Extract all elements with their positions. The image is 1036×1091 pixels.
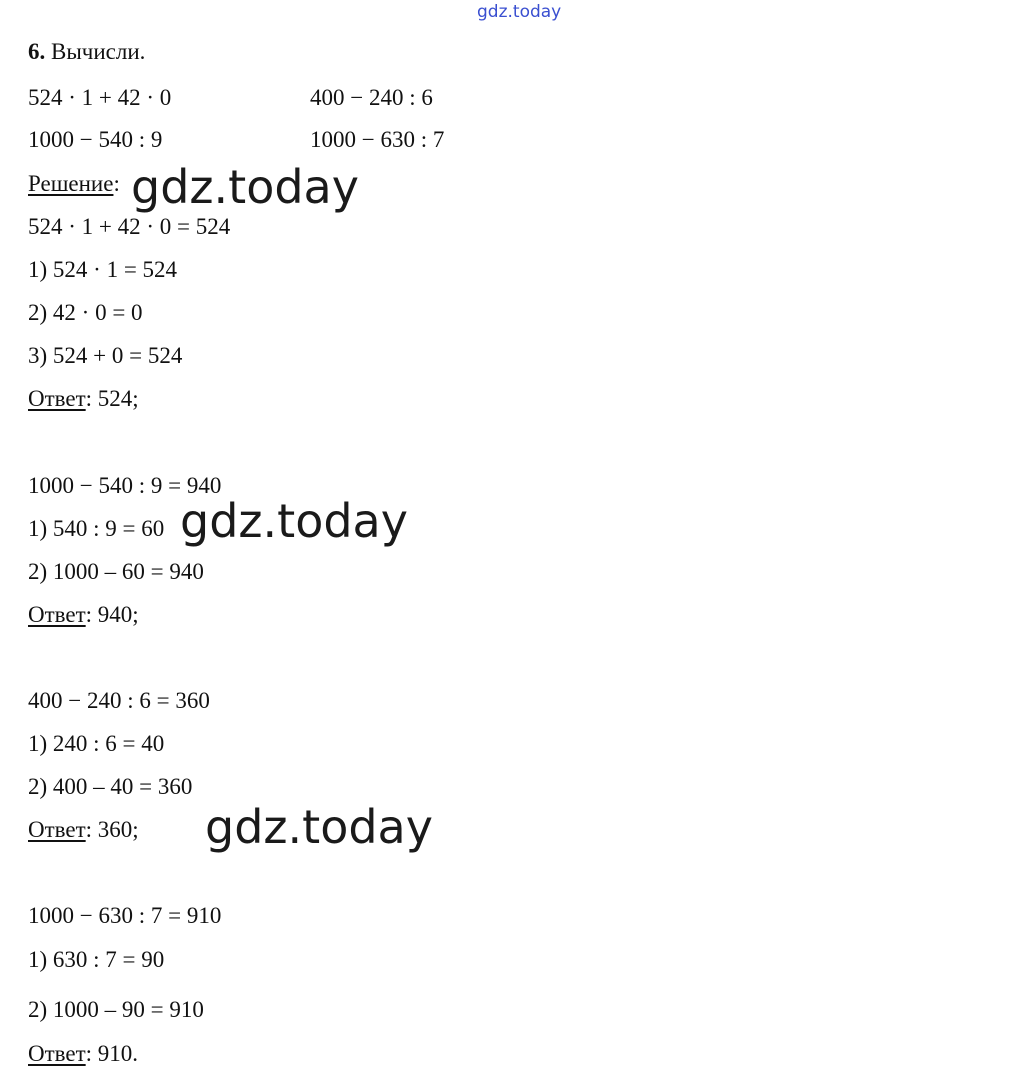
block-4-expression: 1000 − 630 : 7 = 910 xyxy=(28,903,222,928)
block-2-step-2: 2) 1000 – 60 = 940 xyxy=(28,559,204,584)
answer-value: : 910. xyxy=(85,1041,139,1066)
task-expression-1: 524 · 1 + 42 · 0 xyxy=(28,85,172,110)
answer-value: : 360; xyxy=(85,817,139,842)
block-4-step-2: 2) 1000 – 90 = 910 xyxy=(28,997,204,1022)
answer-label: Ответ xyxy=(28,386,86,411)
answer-value: : 940; xyxy=(85,602,139,627)
block-3-answer xyxy=(28,818,139,841)
answer-value: : 524; xyxy=(85,386,139,411)
block-3-step-2: 2) 400 – 40 = 360 xyxy=(28,774,193,799)
block-1-expression: 524 · 1 + 42 · 0 = 524 xyxy=(28,214,231,239)
task-expression-4: 1000 − 630 : 7 xyxy=(310,127,445,152)
block-2-expression: 1000 − 540 : 9 = 940 xyxy=(28,473,222,498)
solution-heading: Решение: xyxy=(28,171,120,196)
answer-label: Ответ xyxy=(28,817,86,842)
watermark-top: gdz.today xyxy=(477,2,562,22)
solution-label: Решение xyxy=(28,171,114,196)
task-header xyxy=(28,40,145,63)
block-1-step-2: 2) 42 · 0 = 0 xyxy=(28,300,143,325)
task-expression-2: 400 − 240 : 6 xyxy=(310,85,433,110)
block-2-step-1: 1) 540 : 9 = 60 xyxy=(28,516,165,541)
block-1-answer xyxy=(28,387,139,410)
block-3-step-1: 1) 240 : 6 = 40 xyxy=(28,731,165,756)
answer-label: Ответ xyxy=(28,1041,86,1066)
watermark-3: gdz.today xyxy=(205,800,433,854)
block-4-answer xyxy=(28,1042,138,1065)
block-3-expression: 400 − 240 : 6 = 360 xyxy=(28,688,210,713)
task-title: Вычисли. xyxy=(45,39,146,64)
block-2-answer xyxy=(28,603,139,626)
answer-label: Ответ xyxy=(28,602,86,627)
watermark-2: gdz.today xyxy=(180,494,408,548)
task-expression-3: 1000 − 540 : 9 xyxy=(28,127,163,152)
block-1-step-3: 3) 524 + 0 = 524 xyxy=(28,343,183,368)
block-1-step-1: 1) 524 · 1 = 524 xyxy=(28,257,178,282)
block-4-step-1: 1) 630 : 7 = 90 xyxy=(28,947,165,972)
watermark-1: gdz.today xyxy=(131,160,359,214)
task-number: 6. xyxy=(28,39,46,64)
